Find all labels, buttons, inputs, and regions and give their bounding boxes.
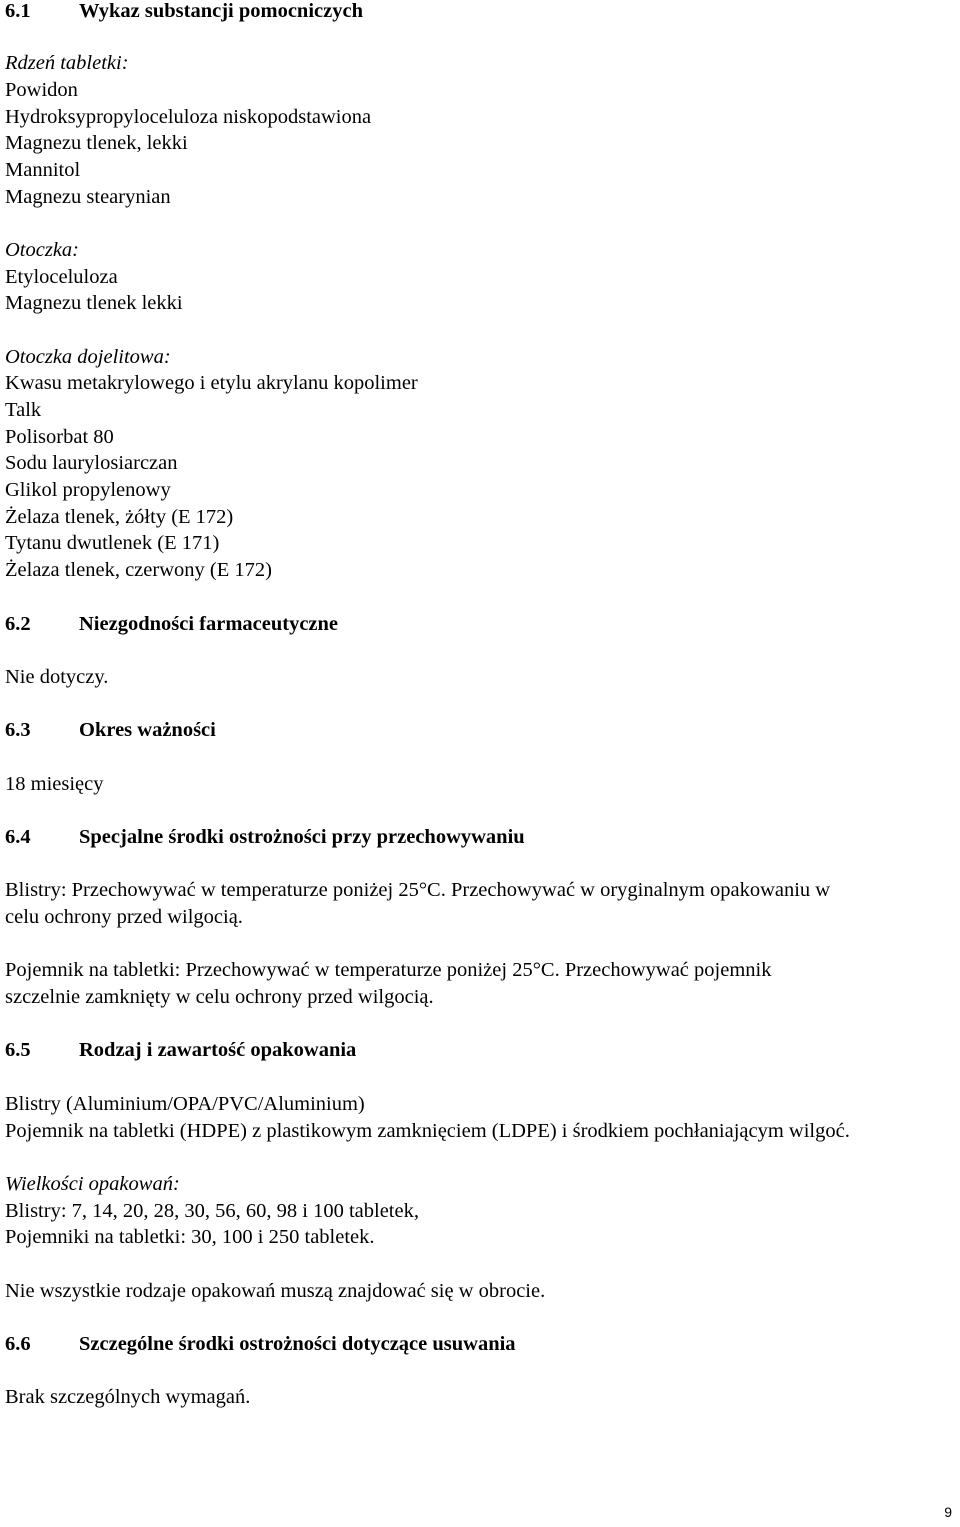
coat-label: Otoczka: [5, 239, 80, 261]
section-title: Specjalne środki ostrożności przy przechowywaniu [79, 826, 525, 848]
enteric-item: Żelaza tlenek, czerwony (E 172) [5, 559, 272, 581]
core-label: Rdzeń tabletki: [5, 52, 129, 74]
section-6-3-text: 18 miesięcy [5, 773, 104, 795]
enteric-item: Sodu laurylosiarczan [5, 452, 178, 474]
core-item: Magnezu stearynian [5, 186, 171, 208]
enteric-item: Talk [5, 399, 42, 421]
marketing-note: Nie wszystkie rodzaje opakowań muszą znajdować się w obrocie. [5, 1280, 546, 1302]
section-number: 6.2 [5, 613, 31, 635]
storage-paragraph-line: szczelnie zamknięty w celu ochrony przed wilgocią. [5, 986, 434, 1008]
section-number: 6.5 [5, 1039, 31, 1061]
storage-paragraph-line: Pojemnik na tabletki: Przechowywać w temperaturze poniżej 25°C. Przechowywać pojemnik [5, 959, 772, 981]
core-item: Powidon [5, 79, 78, 101]
enteric-item: Żelaza tlenek, żółty (E 172) [5, 506, 234, 528]
packaging-line: Pojemnik na tabletki (HDPE) z plastikowym zamknięciem (LDPE) i środkiem pochłaniającym wilgoć. [5, 1120, 850, 1142]
section-number: 6.1 [5, 0, 31, 22]
pack-size-line: Pojemniki na tabletki: 30, 100 i 250 tabletek. [5, 1226, 375, 1248]
section-6-5-heading [5, 1037, 356, 1064]
section-number: 6.6 [5, 1333, 31, 1355]
section-number: 6.3 [5, 719, 31, 741]
core-item: Mannitol [5, 159, 81, 181]
section-6-6-heading [5, 1331, 516, 1358]
enteric-item: Glikol propylenowy [5, 479, 171, 501]
enteric-item: Tytanu dwutlenek (E 171) [5, 532, 220, 554]
section-6-2-heading [5, 611, 338, 638]
section-title: Niezgodności farmaceutyczne [79, 613, 339, 635]
enteric-item: Polisorbat 80 [5, 426, 114, 448]
section-6-1-heading [5, 0, 363, 25]
section-6-6-text: Brak szczególnych wymagań. [5, 1386, 251, 1408]
section-number: 6.4 [5, 826, 31, 848]
section-6-2-text: Nie dotyczy. [5, 666, 109, 688]
enteric-item: Kwasu metakrylowego i etylu akrylanu kopolimer [5, 372, 418, 394]
core-item: Hydroksypropyloceluloza niskopodstawiona [5, 106, 372, 128]
section-title: Rodzaj i zawartość opakowania [79, 1039, 357, 1061]
enteric-coat-label: Otoczka dojelitowa: [5, 346, 171, 368]
coat-item: Magnezu tlenek lekki [5, 292, 183, 314]
section-6-4-heading [5, 824, 525, 851]
pack-size-line: Blistry: 7, 14, 20, 28, 30, 56, 60, 98 i 100 tabletek, [5, 1200, 419, 1222]
coat-item: Etyloceluloza [5, 266, 118, 288]
storage-paragraph-line: celu ochrony przed wilgocią. [5, 906, 243, 928]
section-title: Wykaz substancji pomocniczych [79, 0, 363, 22]
storage-paragraph-line: Blistry: Przechowywać w temperaturze poniżej 25°C. Przechowywać w oryginalnym opakowaniu w [5, 879, 831, 901]
packaging-line: Blistry (Aluminium/OPA/PVC/Aluminium) [5, 1093, 365, 1115]
section-title: Okres ważności [79, 719, 216, 741]
section-6-3-heading [5, 717, 216, 744]
page-number: 9 [944, 1504, 952, 1520]
pack-sizes-label: Wielkości opakowań: [5, 1173, 180, 1195]
core-item: Magnezu tlenek, lekki [5, 132, 188, 154]
section-title: Szczególne środki ostrożności dotyczące usuwania [79, 1333, 516, 1355]
